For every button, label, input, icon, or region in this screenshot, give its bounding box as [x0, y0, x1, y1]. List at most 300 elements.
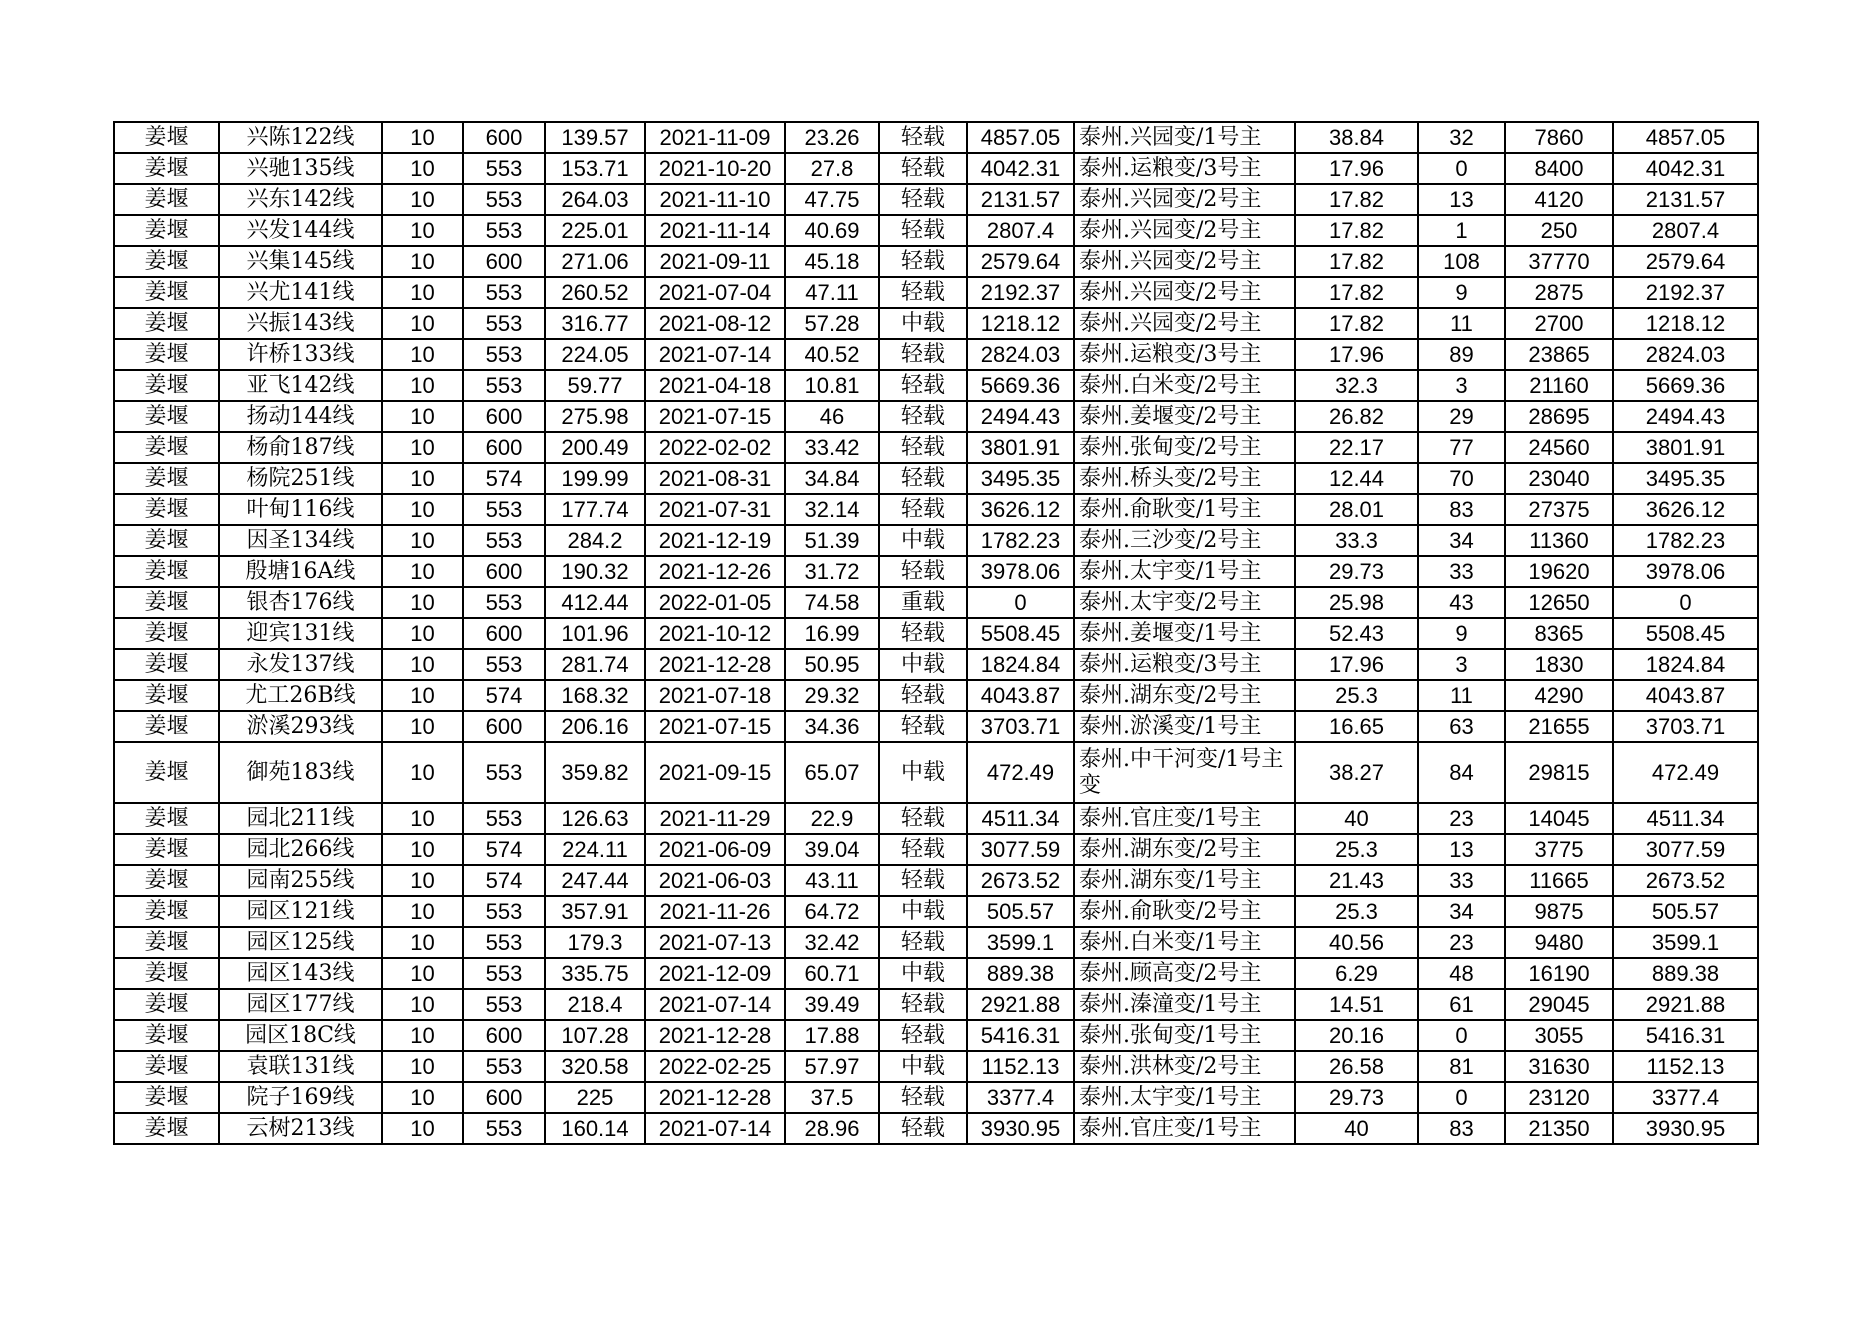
line-name-cell: 迎宾131线	[219, 618, 382, 649]
region-cell: 姜堰	[114, 680, 219, 711]
line-name-cell: 淤溪293线	[219, 711, 382, 742]
count-cell: 33	[1418, 865, 1505, 896]
transformer-capacity-cell: 29045	[1505, 989, 1613, 1020]
line-name-cell: 殷塘16A线	[219, 556, 382, 587]
load-rate-cell: 40.52	[785, 339, 879, 370]
load-rate-cell: 60.71	[785, 958, 879, 989]
line-name-cell: 兴集145线	[219, 246, 382, 277]
count-cell: 83	[1418, 1113, 1505, 1144]
load-status-cell: 轻载	[879, 339, 967, 370]
load-rate-cell: 22.9	[785, 803, 879, 834]
substation-cell: 泰州.白米变/2号主	[1074, 370, 1295, 401]
load-status-cell: 中载	[879, 525, 967, 556]
available-cell: 3703.71	[1613, 711, 1758, 742]
transformer-capacity-cell: 3775	[1505, 834, 1613, 865]
count-cell: 11	[1418, 308, 1505, 339]
count-cell: 61	[1418, 989, 1505, 1020]
sub-load-rate-cell: 52.43	[1295, 618, 1418, 649]
count-cell: 3	[1418, 649, 1505, 680]
count-cell: 9	[1418, 618, 1505, 649]
voltage-cell: 10	[382, 958, 463, 989]
voltage-cell: 10	[382, 184, 463, 215]
capacity-cell: 574	[463, 463, 545, 494]
substation-cell: 泰州.中干河变/1号主变	[1074, 742, 1295, 803]
line-name-cell: 许桥133线	[219, 339, 382, 370]
count-cell: 43	[1418, 587, 1505, 618]
load-cell: 206.16	[545, 711, 645, 742]
transformer-capacity-cell: 4120	[1505, 184, 1613, 215]
available-cell: 4043.87	[1613, 680, 1758, 711]
substation-cell: 泰州.桥头变/2号主	[1074, 463, 1295, 494]
load-rate-cell: 17.88	[785, 1020, 879, 1051]
date-cell: 2021-10-20	[645, 153, 785, 184]
count-cell: 23	[1418, 927, 1505, 958]
load-rate-cell: 65.07	[785, 742, 879, 803]
load-rate-cell: 57.28	[785, 308, 879, 339]
line-name-cell: 因圣134线	[219, 525, 382, 556]
date-cell: 2021-11-10	[645, 184, 785, 215]
sub-load-rate-cell: 26.82	[1295, 401, 1418, 432]
substation-cell: 泰州.湖东变/1号主	[1074, 865, 1295, 896]
count-cell: 34	[1418, 525, 1505, 556]
count-cell: 23	[1418, 803, 1505, 834]
date-cell: 2021-12-09	[645, 958, 785, 989]
region-cell: 姜堰	[114, 184, 219, 215]
substation-cell: 泰州.俞耿变/2号主	[1074, 896, 1295, 927]
capacity-cell: 600	[463, 401, 545, 432]
transformer-capacity-cell: 19620	[1505, 556, 1613, 587]
load-status-cell: 中载	[879, 958, 967, 989]
load-cell: 320.58	[545, 1051, 645, 1082]
load-status-cell: 轻载	[879, 246, 967, 277]
load-status-cell: 中载	[879, 742, 967, 803]
capacity-cell: 574	[463, 680, 545, 711]
load-rate-cell: 16.99	[785, 618, 879, 649]
date-cell: 2021-07-14	[645, 339, 785, 370]
load-status-cell: 轻载	[879, 556, 967, 587]
date-cell: 2021-06-03	[645, 865, 785, 896]
date-cell: 2021-09-11	[645, 246, 785, 277]
line-name-cell: 亚飞142线	[219, 370, 382, 401]
count-cell: 48	[1418, 958, 1505, 989]
substation-cell: 泰州.淤溪变/1号主	[1074, 711, 1295, 742]
load-rate-cell: 34.36	[785, 711, 879, 742]
sub-load-rate-cell: 32.3	[1295, 370, 1418, 401]
available-cell: 0	[1613, 587, 1758, 618]
sub-load-rate-cell: 17.82	[1295, 246, 1418, 277]
load-cell: 284.2	[545, 525, 645, 556]
load-status-cell: 轻载	[879, 184, 967, 215]
table-row	[114, 184, 1758, 215]
date-cell: 2021-10-12	[645, 618, 785, 649]
date-cell: 2021-12-28	[645, 1082, 785, 1113]
substation-cell: 泰州.兴园变/2号主	[1074, 308, 1295, 339]
table-row	[114, 122, 1758, 153]
table-row	[114, 1020, 1758, 1051]
region-cell: 姜堰	[114, 153, 219, 184]
load-status-cell: 轻载	[879, 215, 967, 246]
available-cell: 4511.34	[1613, 803, 1758, 834]
available-cell: 3978.06	[1613, 556, 1758, 587]
load-cell: 218.4	[545, 989, 645, 1020]
sub-load-rate-cell: 40	[1295, 803, 1418, 834]
voltage-cell: 10	[382, 896, 463, 927]
available-cell: 1152.13	[1613, 1051, 1758, 1082]
substation-cell: 泰州.太宇变/2号主	[1074, 587, 1295, 618]
table-row	[114, 1051, 1758, 1082]
margin-cell: 472.49	[967, 742, 1074, 803]
table-row	[114, 927, 1758, 958]
region-cell: 姜堰	[114, 834, 219, 865]
transformer-capacity-cell: 24560	[1505, 432, 1613, 463]
load-cell: 224.11	[545, 834, 645, 865]
capacity-cell: 553	[463, 958, 545, 989]
voltage-cell: 10	[382, 1020, 463, 1051]
count-cell: 81	[1418, 1051, 1505, 1082]
load-rate-cell: 39.04	[785, 834, 879, 865]
region-cell: 姜堰	[114, 122, 219, 153]
substation-cell: 泰州.张甸变/1号主	[1074, 1020, 1295, 1051]
margin-cell: 889.38	[967, 958, 1074, 989]
load-status-cell: 轻载	[879, 277, 967, 308]
table-row	[114, 834, 1758, 865]
voltage-cell: 10	[382, 649, 463, 680]
date-cell: 2021-12-26	[645, 556, 785, 587]
load-status-cell: 中载	[879, 1051, 967, 1082]
capacity-cell: 600	[463, 432, 545, 463]
load-status-cell: 轻载	[879, 803, 967, 834]
load-cell: 247.44	[545, 865, 645, 896]
region-cell: 姜堰	[114, 1020, 219, 1051]
load-cell: 153.71	[545, 153, 645, 184]
load-rate-cell: 57.97	[785, 1051, 879, 1082]
transformer-capacity-cell: 4290	[1505, 680, 1613, 711]
voltage-cell: 10	[382, 927, 463, 958]
sub-load-rate-cell: 20.16	[1295, 1020, 1418, 1051]
table-row	[114, 587, 1758, 618]
voltage-cell: 10	[382, 339, 463, 370]
region-cell: 姜堰	[114, 556, 219, 587]
sub-load-rate-cell: 38.84	[1295, 122, 1418, 153]
load-cell: 199.99	[545, 463, 645, 494]
line-name-cell: 兴发144线	[219, 215, 382, 246]
transformer-capacity-cell: 8365	[1505, 618, 1613, 649]
voltage-cell: 10	[382, 989, 463, 1020]
count-cell: 0	[1418, 1020, 1505, 1051]
substation-cell: 泰州.白米变/1号主	[1074, 927, 1295, 958]
substation-cell: 泰州.运粮变/3号主	[1074, 153, 1295, 184]
available-cell: 2579.64	[1613, 246, 1758, 277]
sub-load-rate-cell: 17.96	[1295, 153, 1418, 184]
margin-cell: 3978.06	[967, 556, 1074, 587]
line-name-cell: 园区177线	[219, 989, 382, 1020]
voltage-cell: 10	[382, 1082, 463, 1113]
voltage-cell: 10	[382, 865, 463, 896]
load-cell: 107.28	[545, 1020, 645, 1051]
table-row	[114, 494, 1758, 525]
capacity-cell: 600	[463, 1082, 545, 1113]
load-status-cell: 轻载	[879, 122, 967, 153]
load-status-cell: 轻载	[879, 370, 967, 401]
date-cell: 2022-01-05	[645, 587, 785, 618]
capacity-cell: 553	[463, 1051, 545, 1082]
margin-cell: 4043.87	[967, 680, 1074, 711]
region-cell: 姜堰	[114, 277, 219, 308]
capacity-cell: 553	[463, 742, 545, 803]
load-status-cell: 轻载	[879, 680, 967, 711]
capacity-cell: 553	[463, 525, 545, 556]
substation-cell: 泰州.张甸变/2号主	[1074, 432, 1295, 463]
available-cell: 2921.88	[1613, 989, 1758, 1020]
capacity-cell: 600	[463, 122, 545, 153]
line-name-cell: 杨俞187线	[219, 432, 382, 463]
table-row	[114, 649, 1758, 680]
voltage-cell: 10	[382, 618, 463, 649]
capacity-cell: 600	[463, 556, 545, 587]
sub-load-rate-cell: 14.51	[1295, 989, 1418, 1020]
substation-cell: 泰州.兴园变/2号主	[1074, 246, 1295, 277]
available-cell: 3626.12	[1613, 494, 1758, 525]
load-cell: 260.52	[545, 277, 645, 308]
count-cell: 0	[1418, 1082, 1505, 1113]
transformer-capacity-cell: 3055	[1505, 1020, 1613, 1051]
margin-cell: 3626.12	[967, 494, 1074, 525]
line-name-cell: 叶甸116线	[219, 494, 382, 525]
transformer-capacity-cell: 21655	[1505, 711, 1613, 742]
load-rate-cell: 27.8	[785, 153, 879, 184]
load-cell: 200.49	[545, 432, 645, 463]
load-cell: 281.74	[545, 649, 645, 680]
table-row	[114, 803, 1758, 834]
region-cell: 姜堰	[114, 587, 219, 618]
substation-cell: 泰州.顾高变/2号主	[1074, 958, 1295, 989]
load-cell: 160.14	[545, 1113, 645, 1144]
table-row	[114, 1113, 1758, 1144]
available-cell: 472.49	[1613, 742, 1758, 803]
region-cell: 姜堰	[114, 803, 219, 834]
load-cell: 357.91	[545, 896, 645, 927]
date-cell: 2021-12-28	[645, 649, 785, 680]
region-cell: 姜堰	[114, 463, 219, 494]
table-row	[114, 153, 1758, 184]
line-name-cell: 云树213线	[219, 1113, 382, 1144]
capacity-cell: 600	[463, 1020, 545, 1051]
capacity-cell: 574	[463, 865, 545, 896]
margin-cell: 2494.43	[967, 401, 1074, 432]
table-row	[114, 958, 1758, 989]
margin-cell: 3930.95	[967, 1113, 1074, 1144]
table-row	[114, 370, 1758, 401]
line-name-cell: 园区125线	[219, 927, 382, 958]
margin-cell: 1782.23	[967, 525, 1074, 556]
margin-cell: 3703.71	[967, 711, 1074, 742]
margin-cell: 505.57	[967, 896, 1074, 927]
line-name-cell: 兴驰135线	[219, 153, 382, 184]
capacity-cell: 553	[463, 494, 545, 525]
load-rate-cell: 31.72	[785, 556, 879, 587]
date-cell: 2021-08-31	[645, 463, 785, 494]
load-rate-cell: 47.75	[785, 184, 879, 215]
available-cell: 4042.31	[1613, 153, 1758, 184]
substation-cell: 泰州.洪林变/2号主	[1074, 1051, 1295, 1082]
available-cell: 4857.05	[1613, 122, 1758, 153]
load-rate-cell: 74.58	[785, 587, 879, 618]
load-cell: 225.01	[545, 215, 645, 246]
load-cell: 225	[545, 1082, 645, 1113]
date-cell: 2021-07-14	[645, 989, 785, 1020]
load-status-cell: 重载	[879, 587, 967, 618]
load-cell: 271.06	[545, 246, 645, 277]
table-row	[114, 1082, 1758, 1113]
line-name-cell: 园区143线	[219, 958, 382, 989]
line-name-cell: 袁联131线	[219, 1051, 382, 1082]
region-cell: 姜堰	[114, 958, 219, 989]
load-status-cell: 轻载	[879, 463, 967, 494]
date-cell: 2021-07-13	[645, 927, 785, 958]
transformer-capacity-cell: 31630	[1505, 1051, 1613, 1082]
margin-cell: 3077.59	[967, 834, 1074, 865]
substation-cell: 泰州.运粮变/3号主	[1074, 339, 1295, 370]
load-rate-cell: 37.5	[785, 1082, 879, 1113]
transformer-capacity-cell: 23865	[1505, 339, 1613, 370]
margin-cell: 3495.35	[967, 463, 1074, 494]
load-status-cell: 轻载	[879, 401, 967, 432]
margin-cell: 3377.4	[967, 1082, 1074, 1113]
date-cell: 2021-12-19	[645, 525, 785, 556]
region-cell: 姜堰	[114, 401, 219, 432]
region-cell: 姜堰	[114, 494, 219, 525]
region-cell: 姜堰	[114, 649, 219, 680]
count-cell: 34	[1418, 896, 1505, 927]
margin-cell: 2192.37	[967, 277, 1074, 308]
line-name-cell: 兴陈122线	[219, 122, 382, 153]
available-cell: 3077.59	[1613, 834, 1758, 865]
region-cell: 姜堰	[114, 1051, 219, 1082]
load-status-cell: 轻载	[879, 834, 967, 865]
substation-cell: 泰州.兴园变/2号主	[1074, 277, 1295, 308]
sub-load-rate-cell: 25.3	[1295, 680, 1418, 711]
voltage-cell: 10	[382, 463, 463, 494]
available-cell: 505.57	[1613, 896, 1758, 927]
region-cell: 姜堰	[114, 1113, 219, 1144]
transformer-capacity-cell: 11665	[1505, 865, 1613, 896]
load-rate-cell: 23.26	[785, 122, 879, 153]
capacity-cell: 553	[463, 339, 545, 370]
load-cell: 168.32	[545, 680, 645, 711]
count-cell: 29	[1418, 401, 1505, 432]
table-row	[114, 308, 1758, 339]
available-cell: 3599.1	[1613, 927, 1758, 958]
margin-cell: 0	[967, 587, 1074, 618]
load-rate-cell: 46	[785, 401, 879, 432]
table-row	[114, 401, 1758, 432]
capacity-cell: 553	[463, 1113, 545, 1144]
voltage-cell: 10	[382, 246, 463, 277]
voltage-cell: 10	[382, 803, 463, 834]
voltage-cell: 10	[382, 1051, 463, 1082]
line-name-cell: 永发137线	[219, 649, 382, 680]
load-rate-cell: 47.11	[785, 277, 879, 308]
margin-cell: 4511.34	[967, 803, 1074, 834]
load-cell: 179.3	[545, 927, 645, 958]
region-cell: 姜堰	[114, 432, 219, 463]
available-cell: 2192.37	[1613, 277, 1758, 308]
available-cell: 1218.12	[1613, 308, 1758, 339]
line-name-cell: 园区18C线	[219, 1020, 382, 1051]
table-body	[114, 122, 1758, 1144]
region-cell: 姜堰	[114, 927, 219, 958]
load-cell: 101.96	[545, 618, 645, 649]
load-status-cell: 轻载	[879, 927, 967, 958]
table-row	[114, 896, 1758, 927]
voltage-cell: 10	[382, 711, 463, 742]
sub-load-rate-cell: 17.82	[1295, 215, 1418, 246]
region-cell: 姜堰	[114, 246, 219, 277]
margin-cell: 4042.31	[967, 153, 1074, 184]
line-name-cell: 园北266线	[219, 834, 382, 865]
capacity-cell: 553	[463, 215, 545, 246]
capacity-cell: 553	[463, 989, 545, 1020]
date-cell: 2022-02-25	[645, 1051, 785, 1082]
transformer-capacity-cell: 37770	[1505, 246, 1613, 277]
transformer-capacity-cell: 2700	[1505, 308, 1613, 339]
date-cell: 2021-12-28	[645, 1020, 785, 1051]
transformer-capacity-cell: 9480	[1505, 927, 1613, 958]
margin-cell: 2807.4	[967, 215, 1074, 246]
substation-cell: 泰州.三沙变/2号主	[1074, 525, 1295, 556]
table-row	[114, 618, 1758, 649]
voltage-cell: 10	[382, 215, 463, 246]
voltage-cell: 10	[382, 401, 463, 432]
substation-cell: 泰州.太宇变/1号主	[1074, 1082, 1295, 1113]
count-cell: 70	[1418, 463, 1505, 494]
substation-cell: 泰州.溱潼变/1号主	[1074, 989, 1295, 1020]
voltage-cell: 10	[382, 277, 463, 308]
count-cell: 11	[1418, 680, 1505, 711]
line-name-cell: 御苑183线	[219, 742, 382, 803]
region-cell: 姜堰	[114, 989, 219, 1020]
margin-cell: 3801.91	[967, 432, 1074, 463]
transformer-capacity-cell: 14045	[1505, 803, 1613, 834]
substation-cell: 泰州.兴园变/1号主	[1074, 122, 1295, 153]
substation-cell: 泰州.湖东变/2号主	[1074, 834, 1295, 865]
margin-cell: 5508.45	[967, 618, 1074, 649]
load-cell: 59.77	[545, 370, 645, 401]
capacity-cell: 553	[463, 370, 545, 401]
load-rate-cell: 32.14	[785, 494, 879, 525]
substation-cell: 泰州.兴园变/2号主	[1074, 215, 1295, 246]
sub-load-rate-cell: 40	[1295, 1113, 1418, 1144]
voltage-cell: 10	[382, 1113, 463, 1144]
capacity-cell: 553	[463, 277, 545, 308]
line-name-cell: 园区121线	[219, 896, 382, 927]
count-cell: 1	[1418, 215, 1505, 246]
voltage-cell: 10	[382, 556, 463, 587]
available-cell: 2824.03	[1613, 339, 1758, 370]
transformer-capacity-cell: 11360	[1505, 525, 1613, 556]
sub-load-rate-cell: 17.82	[1295, 277, 1418, 308]
margin-cell: 2673.52	[967, 865, 1074, 896]
load-cell: 190.32	[545, 556, 645, 587]
table-row	[114, 246, 1758, 277]
sub-load-rate-cell: 38.27	[1295, 742, 1418, 803]
load-status-cell: 中载	[879, 896, 967, 927]
table-row	[114, 432, 1758, 463]
table-row	[114, 215, 1758, 246]
line-name-cell: 扬动144线	[219, 401, 382, 432]
capacity-cell: 574	[463, 834, 545, 865]
region-cell: 姜堰	[114, 1082, 219, 1113]
